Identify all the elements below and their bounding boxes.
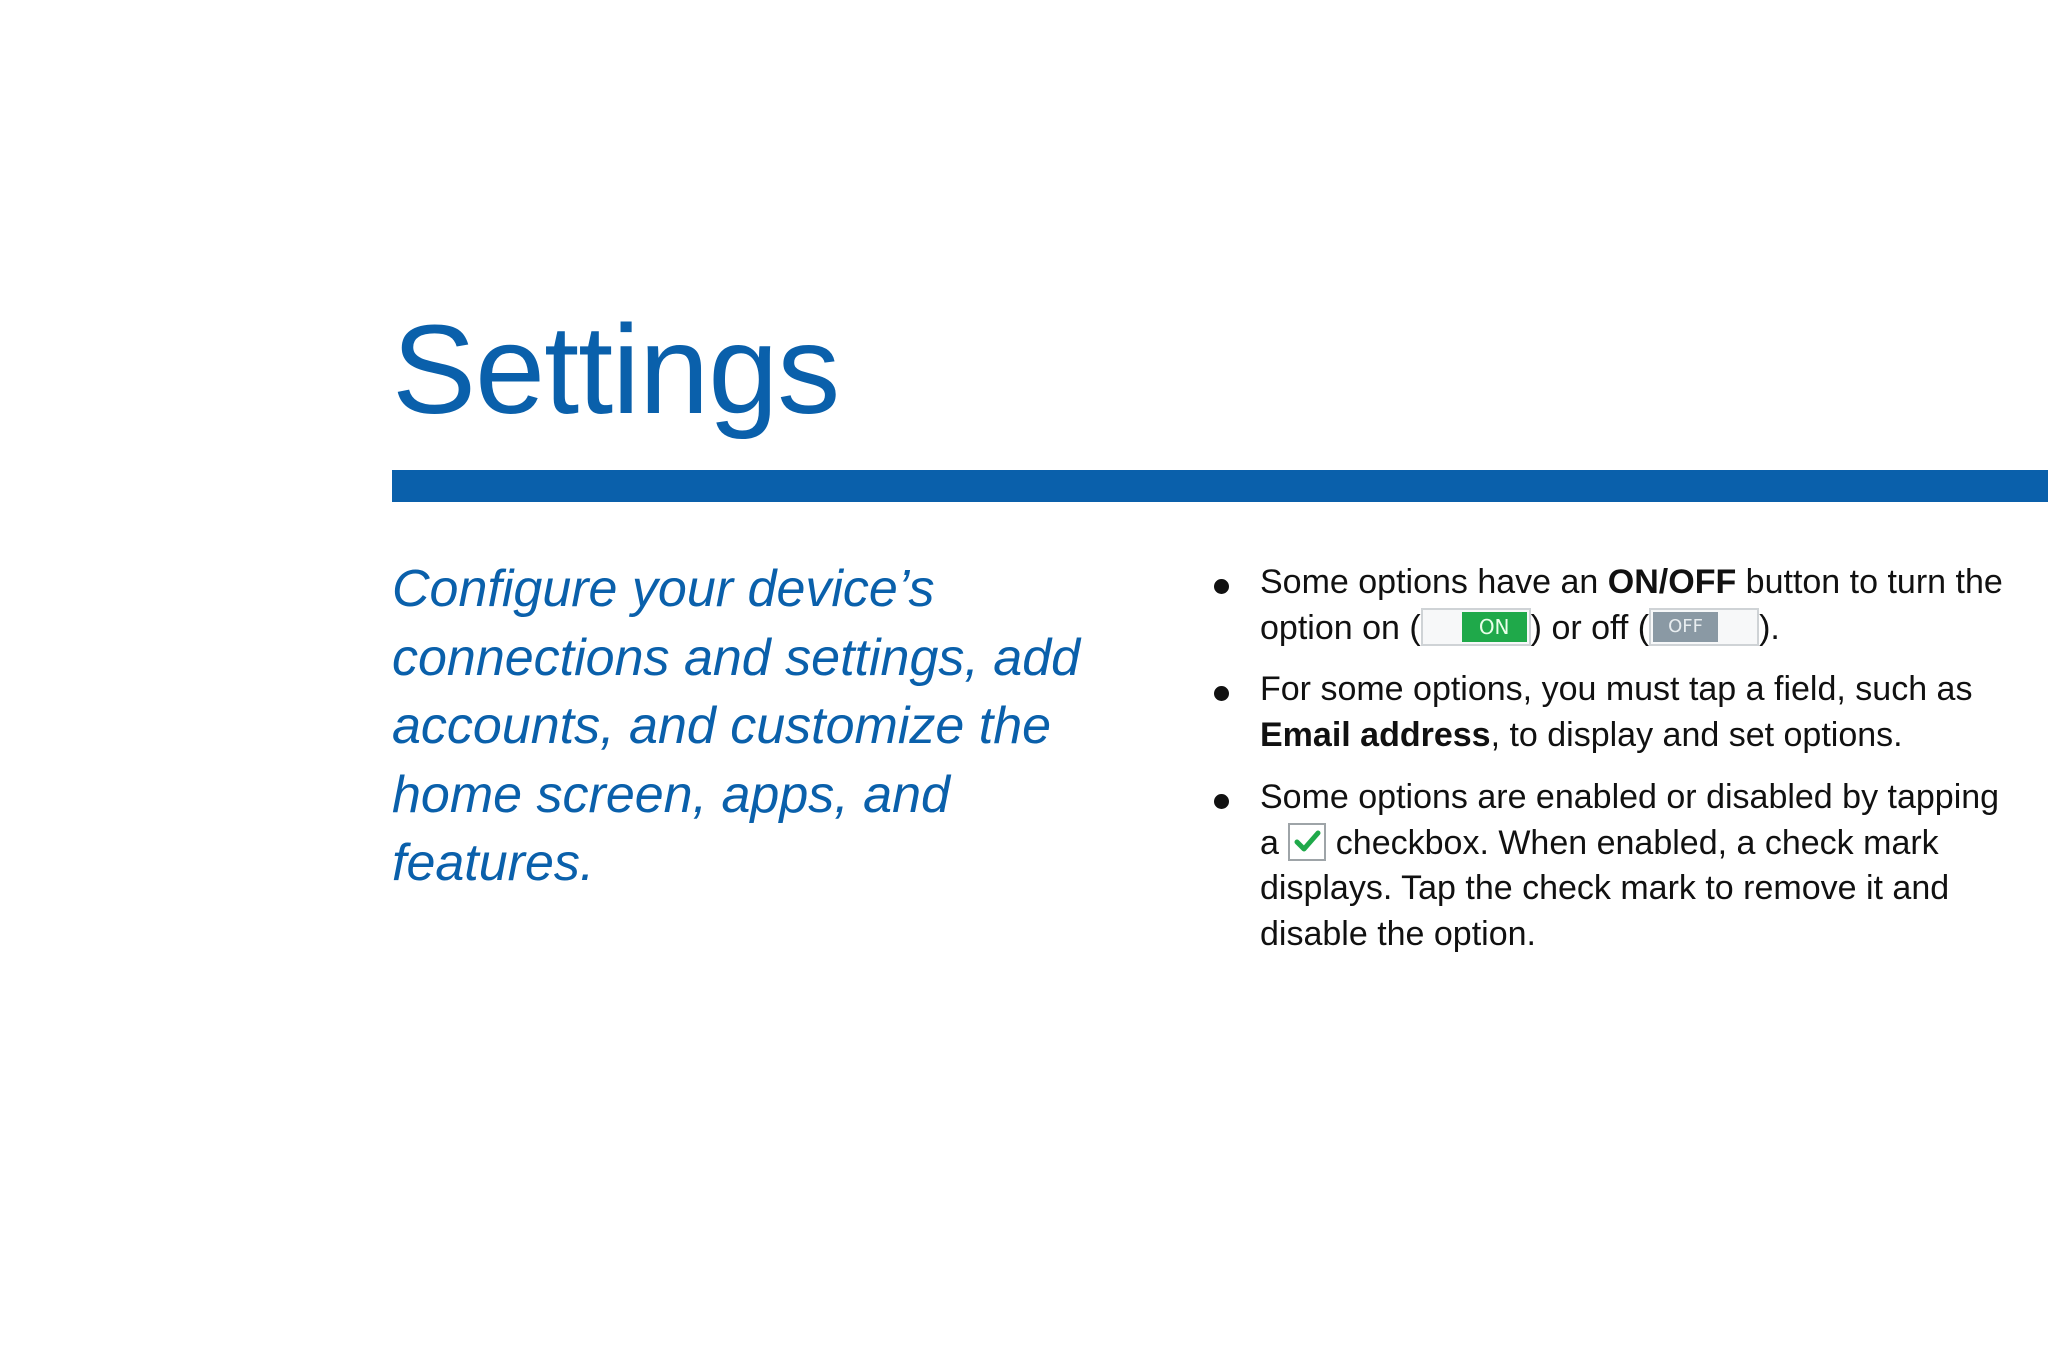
bullet-bold-text: ON/OFF <box>1607 563 1737 601</box>
toggle-off-icon <box>1649 608 1759 646</box>
bullet-text: For some options, you must tap a field, such as <box>1260 670 1973 709</box>
bullet-bold-text: Email address <box>1260 716 1491 755</box>
bullet-text: Some options are enabled or disabled by tapping a <box>1260 777 2000 862</box>
toggle-off-label: OFF <box>1653 612 1718 642</box>
list-item <box>1210 775 2010 958</box>
checkbox-checked-icon <box>1288 823 1326 861</box>
bullet-text: Some options have an <box>1260 563 1608 601</box>
toggle-on-icon <box>1421 608 1531 646</box>
bullet-list <box>1210 560 2010 974</box>
bullet-dot <box>1214 794 1229 809</box>
bullet-text: button to turn the option on ( <box>1260 563 2003 647</box>
intro-text: Configure your device’s connections and settings, add accounts, and customize the home screen, apps, and features. <box>392 560 1081 892</box>
bullet-text: ). <box>1759 608 1780 647</box>
page-title: Settings <box>392 299 840 440</box>
bullet-text: ) or off ( <box>1530 608 1650 647</box>
title-divider <box>392 470 2048 502</box>
bullet-text: , to display and set options. <box>1490 716 1903 755</box>
bullet-dot <box>1214 579 1229 594</box>
list-item <box>1210 560 2010 651</box>
bullet-dot <box>1214 686 1229 701</box>
toggle-on-label: ON <box>1462 612 1527 642</box>
bullet-text: checkbox. When enabled, a check mark displays. Tap the check mark to remove it and disable the option. <box>1260 823 1950 953</box>
check-mark-icon <box>1292 827 1322 857</box>
list-item <box>1210 667 2010 758</box>
